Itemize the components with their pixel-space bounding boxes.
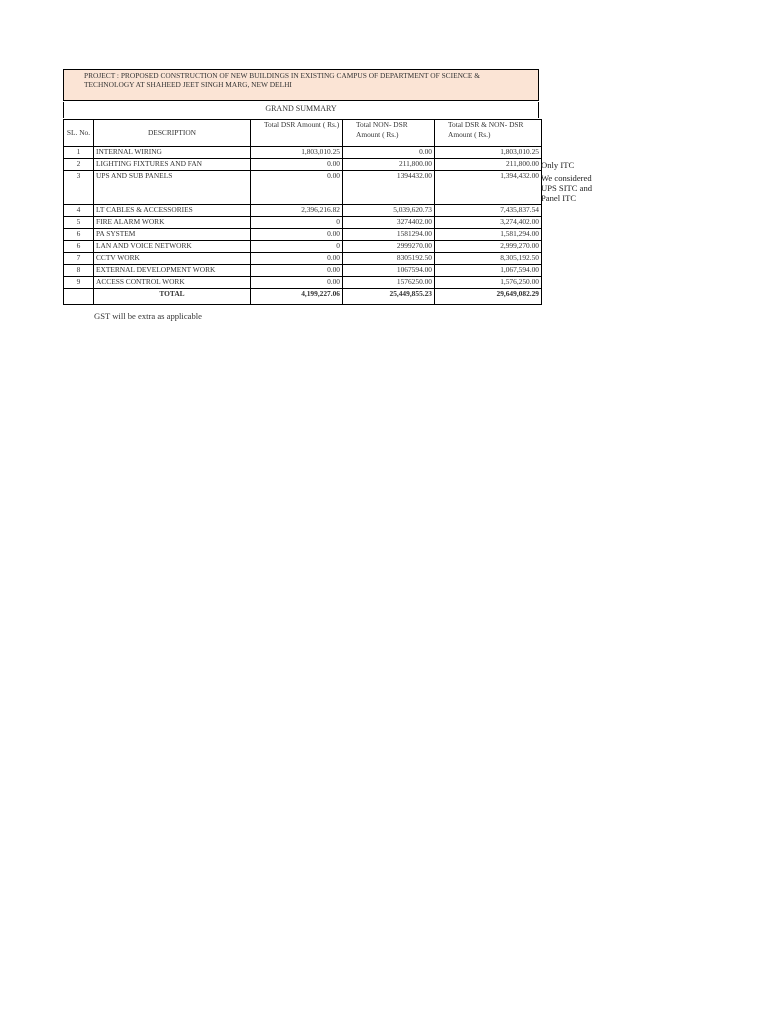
row-total-amount: 2,999,270.00 (435, 241, 542, 253)
row-description: LT CABLES & ACCESSORIES (94, 205, 251, 217)
table-row (64, 241, 542, 253)
table-body (64, 147, 542, 289)
row-non-dsr-amount: 2999270.00 (343, 241, 435, 253)
table-row (64, 171, 542, 205)
table-row (64, 159, 542, 171)
total-grand: 29,649,082.29 (435, 289, 542, 305)
summary-title: GRAND SUMMARY (63, 102, 539, 118)
row-total-amount: 211,800.00 (435, 159, 542, 171)
row-non-dsr-amount: 1581294.00 (343, 229, 435, 241)
table-row (64, 265, 542, 277)
row-total-amount: 1,576,250.00 (435, 277, 542, 289)
row-non-dsr-amount: 1067594.00 (343, 265, 435, 277)
row-description: FIRE ALARM WORK (94, 217, 251, 229)
row-non-dsr-amount: 1394432.00 (343, 171, 435, 205)
row-dsr-amount: 0.00 (251, 253, 343, 265)
row-description: CCTV WORK (94, 253, 251, 265)
total-sl-cell (64, 289, 94, 305)
note-ups-sitc: We considered UPS SITC and Panel ITC (541, 173, 593, 203)
row-non-dsr-amount: 211,800.00 (343, 159, 435, 171)
row-description: PA SYSTEM (94, 229, 251, 241)
row-description: EXTERNAL DEVELOPMENT WORK (94, 265, 251, 277)
row-total-amount: 8,305,192.50 (435, 253, 542, 265)
row-non-dsr-amount: 3274402.00 (343, 217, 435, 229)
row-total-amount: 7,435,837.54 (435, 205, 542, 217)
table-row (64, 147, 542, 159)
row-sl-no: 1 (64, 147, 94, 159)
header-total-amount: Total DSR & NON- DSR Amount ( Rs.) (435, 120, 542, 147)
row-description: LIGHTING FIXTURES AND FAN (94, 159, 251, 171)
row-total-amount: 1,803,010.25 (435, 147, 542, 159)
row-dsr-amount: 0.00 (251, 229, 343, 241)
row-dsr-amount: 0.00 (251, 277, 343, 289)
table-row (64, 253, 542, 265)
header-non-dsr-amount: Total NON- DSR Amount ( Rs.) (343, 120, 435, 147)
total-label: TOTAL (94, 289, 251, 305)
project-title-line-2: TECHNOLOGY AT SHAHEED JEET SINGH MARG, NEW DELHI (84, 80, 292, 89)
total-non-dsr: 25,449,855.23 (343, 289, 435, 305)
summary-table (63, 119, 542, 305)
row-sl-no: 6 (64, 241, 94, 253)
header-dsr-amount: Total DSR Amount ( Rs.) (251, 120, 343, 147)
row-sl-no: 6 (64, 229, 94, 241)
row-total-amount: 1,067,594.00 (435, 265, 542, 277)
total-dsr: 4,199,227.06 (251, 289, 343, 305)
row-dsr-amount: 0 (251, 241, 343, 253)
row-dsr-amount: 0.00 (251, 171, 343, 205)
row-non-dsr-amount: 1576250.00 (343, 277, 435, 289)
row-non-dsr-amount: 0.00 (343, 147, 435, 159)
row-sl-no: 2 (64, 159, 94, 171)
table-row (64, 229, 542, 241)
row-sl-no: 4 (64, 205, 94, 217)
row-total-amount: 1,394,432.00 (435, 171, 542, 205)
header-description: DESCRIPTION (94, 120, 251, 147)
project-title-line-1: PROJECT : PROPOSED CONSTRUCTION OF NEW BUILDINGS IN EXISTING CAMPUS OF DEPARTMENT OF SCIENCE & (84, 71, 480, 80)
row-total-amount: 1,581,294.00 (435, 229, 542, 241)
row-sl-no: 3 (64, 171, 94, 205)
row-description: INTERNAL WIRING (94, 147, 251, 159)
row-dsr-amount: 0.00 (251, 159, 343, 171)
row-description: UPS AND SUB PANELS (94, 171, 251, 205)
row-total-amount: 3,274,402.00 (435, 217, 542, 229)
table-row (64, 277, 542, 289)
table-row (64, 205, 542, 217)
row-sl-no: 8 (64, 265, 94, 277)
header-sl-no: SL. No. (64, 120, 94, 147)
row-dsr-amount: 1,803,010.25 (251, 147, 343, 159)
note-only-itc: Only ITC (541, 160, 575, 170)
row-non-dsr-amount: 5,039,620.73 (343, 205, 435, 217)
row-dsr-amount: 0.00 (251, 265, 343, 277)
table-header-row (64, 120, 542, 147)
gst-note: GST will be extra as applicable (94, 311, 202, 321)
row-sl-no: 9 (64, 277, 94, 289)
table-row (64, 217, 542, 229)
row-description: LAN AND VOICE NETWORK (94, 241, 251, 253)
row-dsr-amount: 2,396,216.82 (251, 205, 343, 217)
project-header (63, 69, 539, 101)
row-dsr-amount: 0 (251, 217, 343, 229)
row-sl-no: 7 (64, 253, 94, 265)
row-sl-no: 5 (64, 217, 94, 229)
row-description: ACCESS CONTROL WORK (94, 277, 251, 289)
row-non-dsr-amount: 8305192.50 (343, 253, 435, 265)
table-total-row (64, 289, 542, 305)
